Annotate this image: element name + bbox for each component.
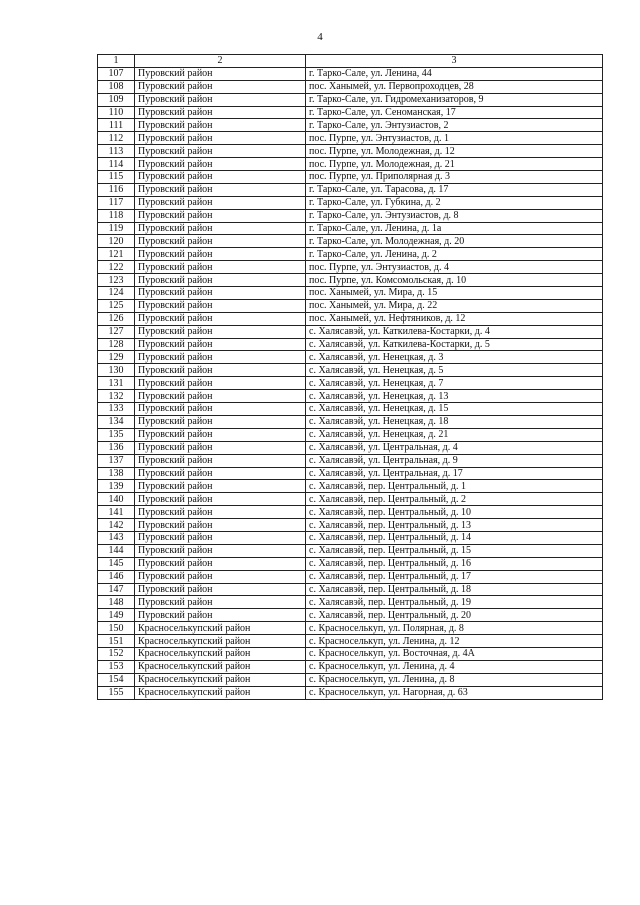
- row-number: 132: [98, 390, 135, 403]
- row-number: 150: [98, 622, 135, 635]
- district-cell: Пуровский район: [135, 209, 306, 222]
- row-number: 109: [98, 93, 135, 106]
- row-number: 124: [98, 287, 135, 300]
- district-cell: Пуровский район: [135, 351, 306, 364]
- row-number: 114: [98, 158, 135, 171]
- table-row: [98, 467, 603, 480]
- table-row: [98, 274, 603, 287]
- district-cell: Красноселькупский район: [135, 635, 306, 648]
- table-row: [98, 609, 603, 622]
- address-cell: с. Халясавэй, ул. Центральная, д. 9: [306, 454, 603, 467]
- district-cell: Красноселькупский район: [135, 622, 306, 635]
- district-cell: Пуровский район: [135, 183, 306, 196]
- district-cell: Пуровский район: [135, 596, 306, 609]
- district-cell: Пуровский район: [135, 132, 306, 145]
- table-row: [98, 377, 603, 390]
- address-cell: с. Халясавэй, ул. Ненецкая, д. 15: [306, 403, 603, 416]
- table-row: [98, 248, 603, 261]
- table-row: [98, 364, 603, 377]
- row-number: 116: [98, 183, 135, 196]
- address-cell: пос. Пурпе, ул. Молодежная, д. 21: [306, 158, 603, 171]
- table-row: [98, 635, 603, 648]
- district-cell: Пуровский район: [135, 119, 306, 132]
- row-number: 115: [98, 171, 135, 184]
- district-cell: Пуровский район: [135, 248, 306, 261]
- address-cell: с. Халясавэй, ул. Центральная, д. 17: [306, 467, 603, 480]
- address-cell: с. Халясавэй, пер. Центральный, д. 2: [306, 493, 603, 506]
- district-cell: Пуровский район: [135, 557, 306, 570]
- row-number: 117: [98, 196, 135, 209]
- district-cell: Пуровский район: [135, 106, 306, 119]
- row-number: 121: [98, 248, 135, 261]
- address-cell: пос. Пурпе, ул. Молодежная, д. 12: [306, 145, 603, 158]
- address-cell: г. Тарко-Сале, ул. Гидромеханизаторов, 9: [306, 93, 603, 106]
- row-number: 119: [98, 222, 135, 235]
- table-row: [98, 660, 603, 673]
- district-cell: Пуровский район: [135, 519, 306, 532]
- table-row: [98, 106, 603, 119]
- table-row: [98, 158, 603, 171]
- table-row: [98, 441, 603, 454]
- row-number: 108: [98, 80, 135, 93]
- table-row: [98, 454, 603, 467]
- row-number: 137: [98, 454, 135, 467]
- row-number: 125: [98, 299, 135, 312]
- district-cell: Пуровский район: [135, 441, 306, 454]
- table-row: [98, 235, 603, 248]
- table-row: [98, 261, 603, 274]
- row-number: 130: [98, 364, 135, 377]
- table-row: [98, 493, 603, 506]
- row-number: 122: [98, 261, 135, 274]
- table-row: [98, 506, 603, 519]
- address-cell: с. Халясавэй, пер. Центральный, д. 18: [306, 583, 603, 596]
- address-cell: с. Халясавэй, ул. Ненецкая, д. 13: [306, 390, 603, 403]
- address-cell: с. Красноселькуп, ул. Ленина, д. 8: [306, 673, 603, 686]
- row-number: 146: [98, 570, 135, 583]
- table-header-row: [98, 55, 603, 68]
- district-cell: Пуровский район: [135, 403, 306, 416]
- row-number: 154: [98, 673, 135, 686]
- table-row: [98, 415, 603, 428]
- address-cell: с. Халясавэй, ул. Ненецкая, д. 18: [306, 415, 603, 428]
- district-cell: Красноселькупский район: [135, 660, 306, 673]
- district-cell: Пуровский район: [135, 196, 306, 209]
- table-row: [98, 544, 603, 557]
- address-cell: пос. Ханымей, ул. Нефтяников, д. 12: [306, 312, 603, 325]
- row-number: 139: [98, 480, 135, 493]
- address-cell: с. Красноселькуп, ул. Полярная, д. 8: [306, 622, 603, 635]
- row-number: 140: [98, 493, 135, 506]
- row-number: 147: [98, 583, 135, 596]
- table-row: [98, 145, 603, 158]
- row-number: 136: [98, 441, 135, 454]
- row-number: 112: [98, 132, 135, 145]
- district-cell: Пуровский район: [135, 145, 306, 158]
- district-cell: Красноселькупский район: [135, 686, 306, 699]
- row-number: 127: [98, 325, 135, 338]
- address-cell: г. Тарко-Сале, ул. Тарасова, д. 17: [306, 183, 603, 196]
- district-cell: Пуровский район: [135, 338, 306, 351]
- address-cell: пос. Ханымей, ул. Мира, д. 15: [306, 287, 603, 300]
- district-cell: Пуровский район: [135, 93, 306, 106]
- district-cell: Пуровский район: [135, 299, 306, 312]
- table-body: [98, 55, 603, 700]
- address-table: [97, 54, 603, 700]
- row-number: 111: [98, 119, 135, 132]
- table-row: [98, 570, 603, 583]
- table-row: [98, 480, 603, 493]
- address-cell: с. Халясавэй, пер. Центральный, д. 14: [306, 531, 603, 544]
- row-number: 151: [98, 635, 135, 648]
- district-cell: Пуровский район: [135, 287, 306, 300]
- address-cell: с. Халясавэй, пер. Центральный, д. 20: [306, 609, 603, 622]
- district-cell: Пуровский район: [135, 390, 306, 403]
- row-number: 149: [98, 609, 135, 622]
- district-cell: Пуровский район: [135, 261, 306, 274]
- district-cell: Пуровский район: [135, 570, 306, 583]
- table-row: [98, 531, 603, 544]
- table-row: [98, 686, 603, 699]
- table-row: [98, 93, 603, 106]
- district-cell: Пуровский район: [135, 531, 306, 544]
- row-number: 144: [98, 544, 135, 557]
- district-cell: Пуровский район: [135, 415, 306, 428]
- table-row: [98, 673, 603, 686]
- address-cell: с. Халясавэй, ул. Ненецкая, д. 7: [306, 377, 603, 390]
- district-cell: Пуровский район: [135, 364, 306, 377]
- row-number: 133: [98, 403, 135, 416]
- table-row: [98, 171, 603, 184]
- row-number: 143: [98, 531, 135, 544]
- row-number: 141: [98, 506, 135, 519]
- address-cell: пос. Ханымей, ул. Мира, д. 22: [306, 299, 603, 312]
- address-cell: г. Тарко-Сале, ул. Молодежная, д. 20: [306, 235, 603, 248]
- district-cell: Пуровский район: [135, 312, 306, 325]
- district-cell: Пуровский район: [135, 325, 306, 338]
- district-cell: Пуровский район: [135, 274, 306, 287]
- address-cell: г. Тарко-Сале, ул. Энтузиастов, 2: [306, 119, 603, 132]
- row-number: 118: [98, 209, 135, 222]
- row-number: 145: [98, 557, 135, 570]
- address-cell: с. Халясавэй, пер. Центральный, д. 16: [306, 557, 603, 570]
- address-cell: с. Красноселькуп, ул. Восточная, д. 4А: [306, 647, 603, 660]
- address-cell: пос. Пурпе, ул. Комсомольская, д. 10: [306, 274, 603, 287]
- district-cell: Красноселькупский район: [135, 647, 306, 660]
- district-cell: Пуровский район: [135, 454, 306, 467]
- table-row: [98, 647, 603, 660]
- address-cell: г. Тарко-Сале, ул. Сеноманская, 17: [306, 106, 603, 119]
- address-cell: с. Халясавэй, пер. Центральный, д. 1: [306, 480, 603, 493]
- address-cell: с. Халясавэй, пер. Центральный, д. 17: [306, 570, 603, 583]
- row-number: 152: [98, 647, 135, 660]
- row-number: 148: [98, 596, 135, 609]
- district-cell: Пуровский район: [135, 377, 306, 390]
- district-cell: Пуровский район: [135, 235, 306, 248]
- table-row: [98, 596, 603, 609]
- address-cell: с. Красноселькуп, ул. Нагорная, д. 63: [306, 686, 603, 699]
- address-cell: с. Красноселькуп, ул. Ленина, д. 12: [306, 635, 603, 648]
- district-cell: Красноселькупский район: [135, 673, 306, 686]
- row-number: 153: [98, 660, 135, 673]
- address-cell: с. Халясавэй, ул. Ненецкая, д. 21: [306, 428, 603, 441]
- table-row: [98, 583, 603, 596]
- address-cell: пос. Пурпе, ул. Энтузиастов, д. 4: [306, 261, 603, 274]
- table-row: [98, 196, 603, 209]
- table-row: [98, 299, 603, 312]
- row-number: 155: [98, 686, 135, 699]
- table-row: [98, 119, 603, 132]
- address-cell: с. Халясавэй, ул. Каткилева-Костарки, д. 5: [306, 338, 603, 351]
- row-number: 128: [98, 338, 135, 351]
- row-number: 110: [98, 106, 135, 119]
- address-cell: с. Халясавэй, пер. Центральный, д. 10: [306, 506, 603, 519]
- district-cell: Пуровский район: [135, 67, 306, 80]
- table-row: [98, 222, 603, 235]
- table-row: [98, 338, 603, 351]
- table-row: [98, 67, 603, 80]
- address-cell: пос. Ханымей, ул. Первопроходцев, 28: [306, 80, 603, 93]
- address-cell: г. Тарко-Сале, ул. Губкина, д. 2: [306, 196, 603, 209]
- district-cell: Пуровский район: [135, 480, 306, 493]
- table-row: [98, 183, 603, 196]
- table-row: [98, 325, 603, 338]
- row-number: 123: [98, 274, 135, 287]
- row-number: 138: [98, 467, 135, 480]
- address-cell: с. Халясавэй, ул. Каткилева-Костарки, д. 4: [306, 325, 603, 338]
- row-number: 113: [98, 145, 135, 158]
- table-row: [98, 557, 603, 570]
- row-number: 129: [98, 351, 135, 364]
- district-cell: Пуровский район: [135, 222, 306, 235]
- table-row: [98, 80, 603, 93]
- address-cell: г. Тарко-Сале, ул. Ленина, 44: [306, 67, 603, 80]
- table-row: [98, 209, 603, 222]
- address-cell: г. Тарко-Сале, ул. Ленина, д. 1а: [306, 222, 603, 235]
- table-row: [98, 287, 603, 300]
- district-cell: Пуровский район: [135, 171, 306, 184]
- address-cell: с. Красноселькуп, ул. Ленина, д. 4: [306, 660, 603, 673]
- row-number: 120: [98, 235, 135, 248]
- district-cell: Пуровский район: [135, 428, 306, 441]
- address-cell: с. Халясавэй, ул. Ненецкая, д. 5: [306, 364, 603, 377]
- district-cell: Пуровский район: [135, 544, 306, 557]
- page-number: 4: [317, 31, 323, 43]
- district-cell: Пуровский район: [135, 506, 306, 519]
- table-row: [98, 622, 603, 635]
- row-number: 131: [98, 377, 135, 390]
- address-cell: с. Халясавэй, ул. Ненецкая, д. 3: [306, 351, 603, 364]
- address-cell: с. Халясавэй, пер. Центральный, д. 15: [306, 544, 603, 557]
- district-cell: Пуровский район: [135, 467, 306, 480]
- table-row: [98, 132, 603, 145]
- district-cell: Пуровский район: [135, 609, 306, 622]
- column-header-3: 3: [306, 55, 603, 68]
- address-cell: пос. Пурпе, ул. Приполярная д. 3: [306, 171, 603, 184]
- row-number: 134: [98, 415, 135, 428]
- row-number: 135: [98, 428, 135, 441]
- table-row: [98, 428, 603, 441]
- row-number: 142: [98, 519, 135, 532]
- table-row: [98, 390, 603, 403]
- table-row: [98, 519, 603, 532]
- row-number: 126: [98, 312, 135, 325]
- address-cell: г. Тарко-Сале, ул. Энтузиастов, д. 8: [306, 209, 603, 222]
- address-cell: пос. Пурпе, ул. Энтузиастов, д. 1: [306, 132, 603, 145]
- table-row: [98, 403, 603, 416]
- address-cell: с. Халясавэй, ул. Центральная, д. 4: [306, 441, 603, 454]
- district-cell: Пуровский район: [135, 80, 306, 93]
- district-cell: Пуровский район: [135, 493, 306, 506]
- column-header-1: 1: [98, 55, 135, 68]
- address-cell: с. Халясавэй, пер. Центральный, д. 13: [306, 519, 603, 532]
- table-row: [98, 351, 603, 364]
- district-cell: Пуровский район: [135, 158, 306, 171]
- column-header-2: 2: [135, 55, 306, 68]
- district-cell: Пуровский район: [135, 583, 306, 596]
- table-row: [98, 312, 603, 325]
- address-cell: г. Тарко-Сале, ул. Ленина, д. 2: [306, 248, 603, 261]
- row-number: 107: [98, 67, 135, 80]
- address-cell: с. Халясавэй, пер. Центральный, д. 19: [306, 596, 603, 609]
